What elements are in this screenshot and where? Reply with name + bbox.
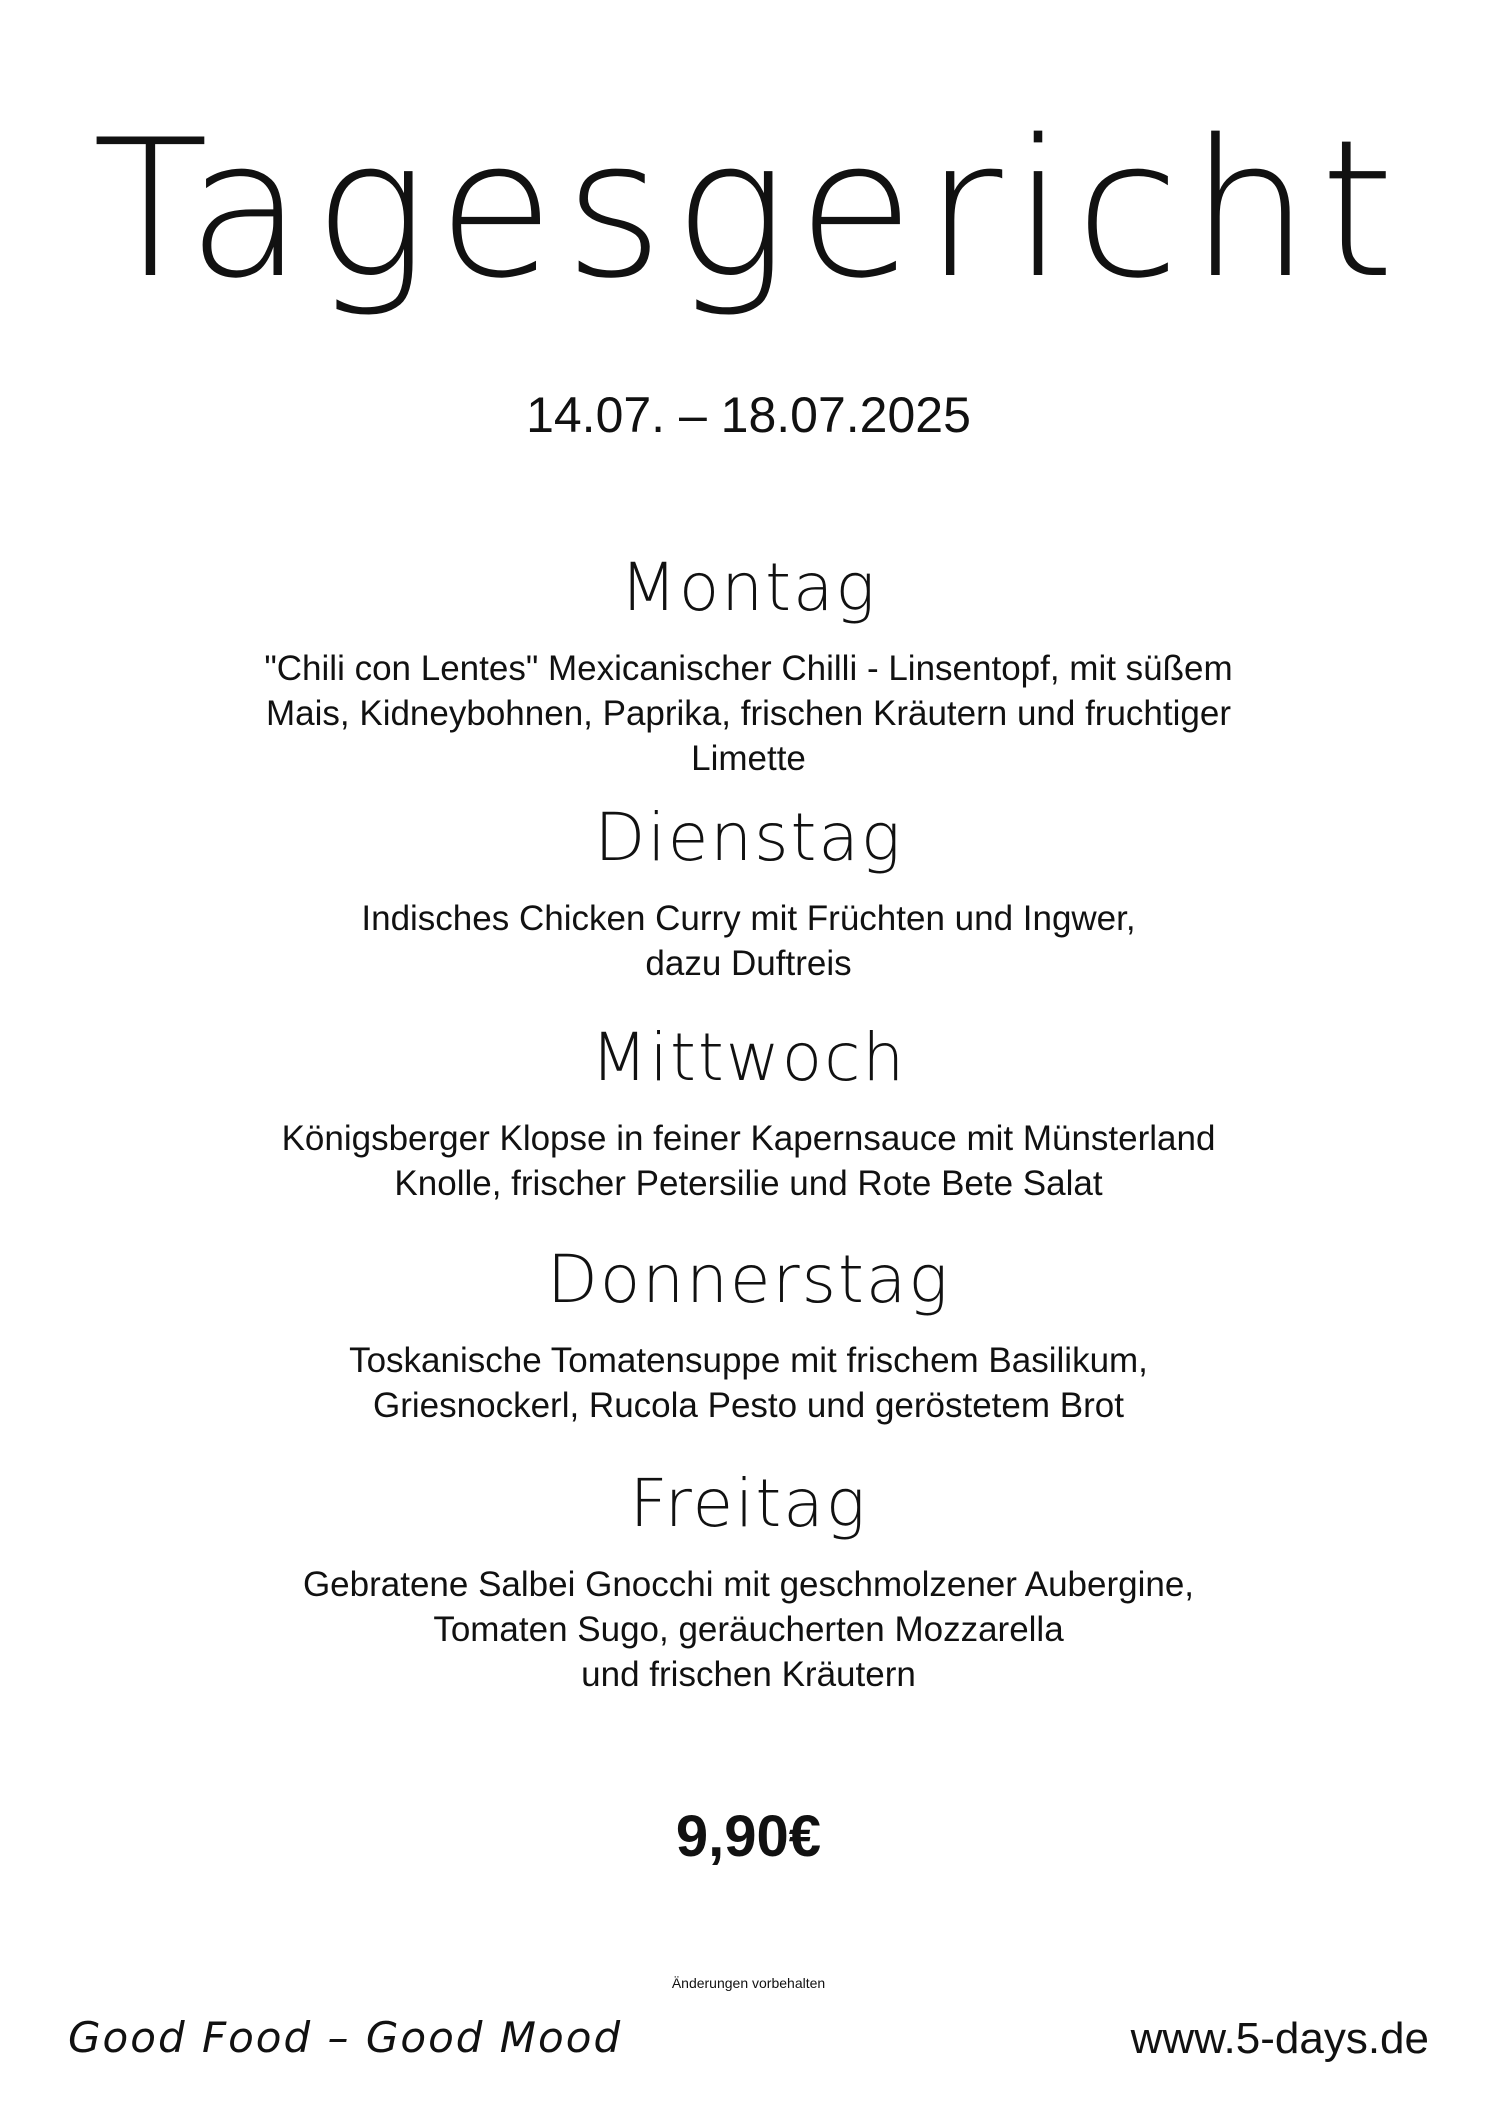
dish-description: Königsberger Klopse in feiner Kapernsauce mit Münsterland Knolle, frischer Petersilie und Rote Bete Salat — [281, 1119, 1216, 1203]
dish-description: Toskanische Tomatensuppe mit frischem Basilikum, Griesnockerl, Rucola Pesto und geröstetem Brot — [349, 1341, 1148, 1425]
date-range: 14.07. – 18.07.2025 — [526, 387, 971, 443]
day-block-donnerstag — [0, 1240, 1497, 1428]
day-heading: Montag — [619, 549, 878, 626]
disclaimer: Änderungen vorbehalten — [671, 1975, 826, 1991]
dish-description: "Chili con Lentes" Mexicanischer Chilli - Linsentopf, mit süßem Mais, Kidneybohnen, Paprika, frischen Kräutern und fruchtiger Limette — [264, 649, 1233, 778]
day-block-montag — [0, 548, 1497, 781]
dish-description: Gebratene Salbei Gnocchi mit geschmolzener Aubergine, Tomaten Sugo, geräucherten Mozzarella und frischen Kräutern — [302, 1565, 1195, 1694]
price: 9,90€ — [675, 1804, 822, 1869]
day-block-freitag — [0, 1464, 1497, 1697]
dish-description: Indisches Chicken Curry mit Früchten und Ingwer, dazu Duftreis — [361, 899, 1136, 983]
day-heading: Donnerstag — [547, 1241, 950, 1318]
website-link[interactable]: www.5-days.de — [1130, 2014, 1429, 2063]
day-heading: Freitag — [629, 1465, 868, 1542]
day-block-dienstag — [0, 798, 1497, 986]
page-title: Tagesgericht — [92, 99, 1405, 320]
day-heading: Dienstag — [594, 799, 903, 876]
slogan: Good Food – Good Mood — [68, 2013, 623, 2062]
day-block-mittwoch — [0, 1018, 1497, 1206]
day-heading: Mittwoch — [590, 1019, 907, 1096]
